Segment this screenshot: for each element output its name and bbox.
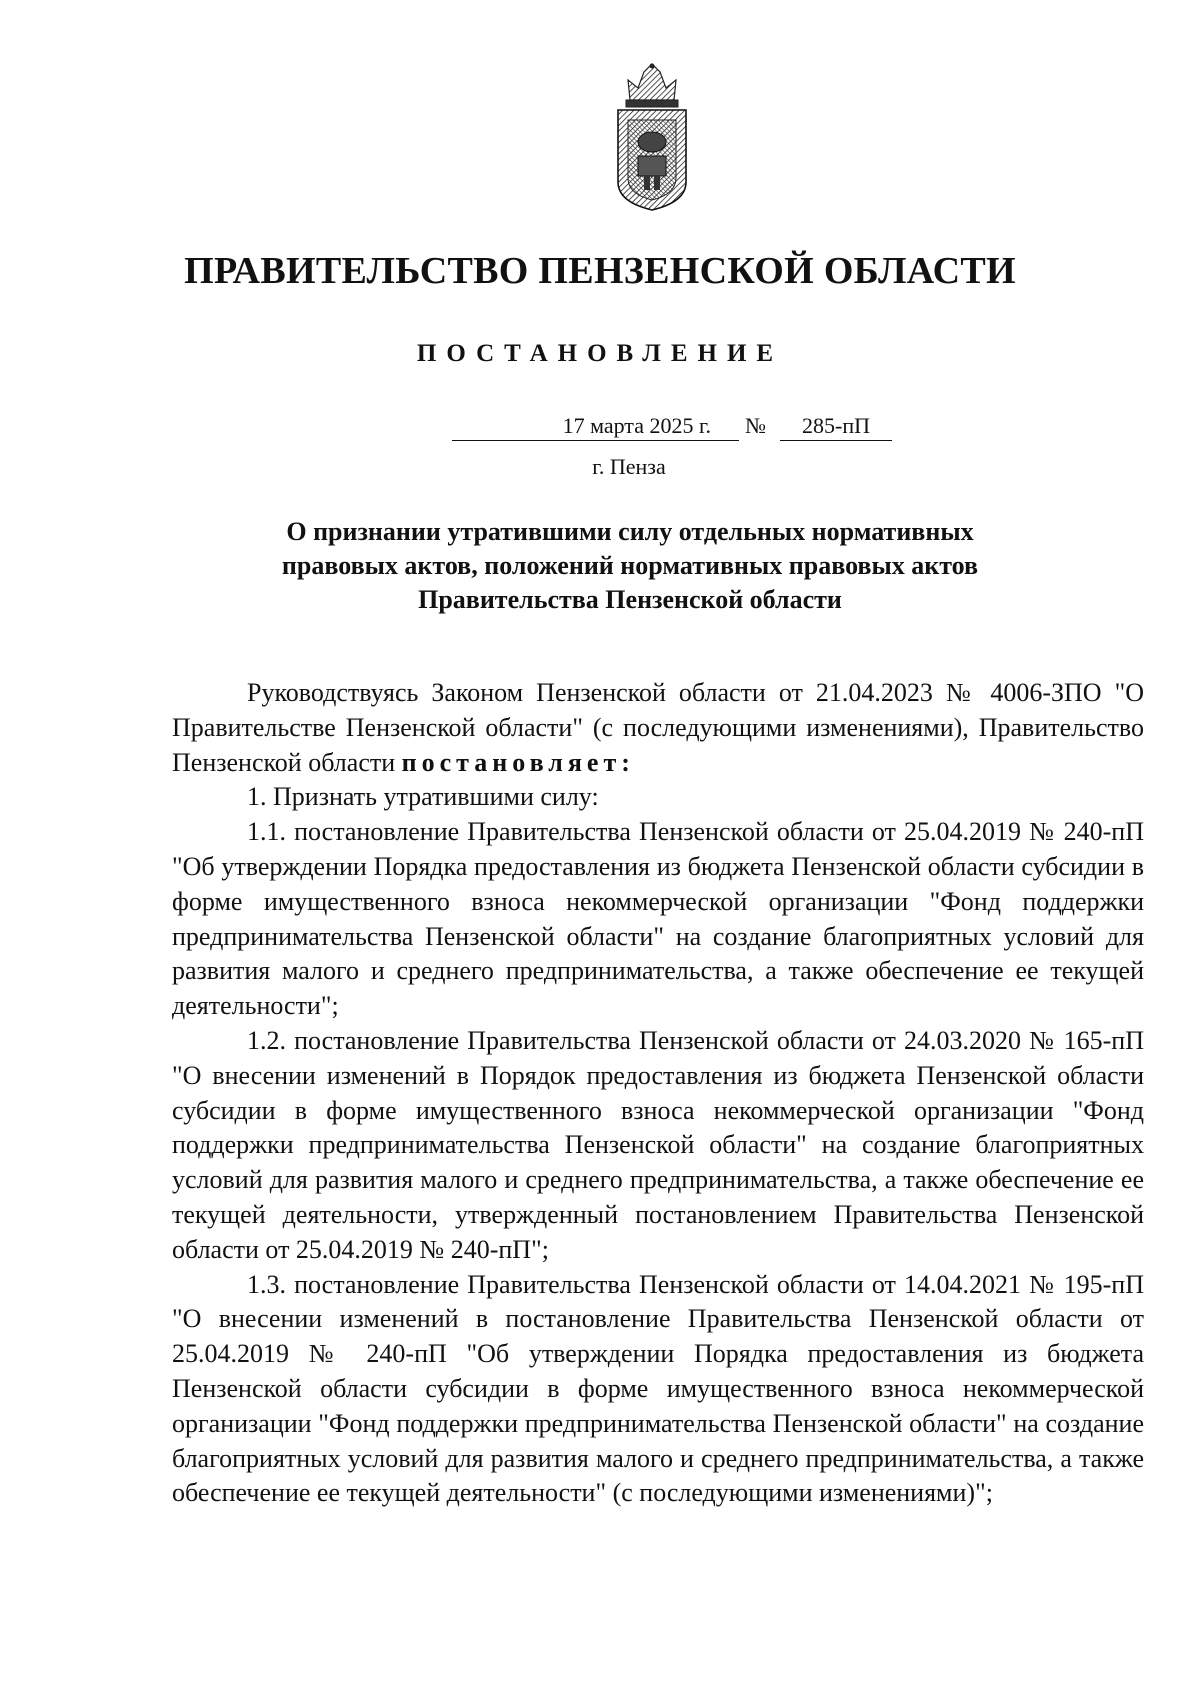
list-item: 1. Признать утратившими силу:: [247, 782, 599, 812]
number-sign: №: [745, 413, 766, 438]
document-date: 17 марта 2025 г.: [452, 412, 739, 441]
date-number-line: [452, 412, 892, 442]
preamble-paragraph: [172, 676, 1144, 780]
decree-word: постановляет:: [401, 747, 635, 777]
document-body: [172, 676, 1144, 1511]
preamble-text: Руководствуясь Законом Пензенской области от 21.04.2023 № 4006-ЗПО "О Правительстве Пензенской области" (с последующими изменениями), Правительство Пензенской области: [172, 678, 1144, 777]
coat-of-arms-icon: [608, 62, 696, 212]
document-place: г. Пенза: [592, 454, 666, 479]
subject-line: Правительства Пензенской области: [418, 585, 842, 614]
document-number: 285-пП: [780, 412, 892, 441]
organization-title: ПРАВИТЕЛЬСТВО ПЕНЗЕНСКОЙ ОБЛАСТИ: [184, 250, 1016, 292]
list-item: 1.2. постановление Правительства Пензенской области от 24.03.2020 № 165-пП "О внесении изменений в Порядок предоставления из бюджета Пензенской области субсидии в форме имущественного взноса некоммерческой организации "Фонд поддержки предпринимательства Пензенской области" на создание благоприятных условий для развития малого и среднего предпринимательства, а также обеспечение ее текущей деятельности, утвержденный постановлением Правительства Пензенской области от 25.04.2019 № 240-пП";: [172, 1025, 1144, 1264]
subject-line: О признании утратившими силу отдельных нормативных: [286, 517, 974, 546]
document-type: ПОСТАНОВЛЕНИЕ: [416, 340, 784, 367]
list-item: 1.3. постановление Правительства Пензенской области от 14.04.2021 № 195-пП "О внесении изменений в постановление Правительства Пензенской области от 25.04.2019 № 240-пП "Об утверждении Порядка предоставления из бюджета Пензенской области субсидии в форме имущественного взноса некоммерческой организации "Фонд поддержки предпринимательства Пензенской области" на создание благоприятных условий для развития малого и среднего предпринимательства, а также обеспечение ее текущей деятельности" (с последующими изменениями)";: [172, 1269, 1144, 1508]
subject-line: правовых актов, положений нормативных правовых актов: [281, 551, 979, 580]
list-item: 1.1. постановление Правительства Пензенской области от 25.04.2019 № 240-пП "Об утверждении Порядка предоставления из бюджета Пензенской области субсидии в форме имущественного взноса некоммерческой организации "Фонд поддержки предпринимательства Пензенской области" на создание благоприятных условий для развития малого и среднего предпринимательства, а также обеспечение ее текущей деятельности";: [172, 817, 1144, 1021]
document-subject: [250, 515, 1010, 617]
